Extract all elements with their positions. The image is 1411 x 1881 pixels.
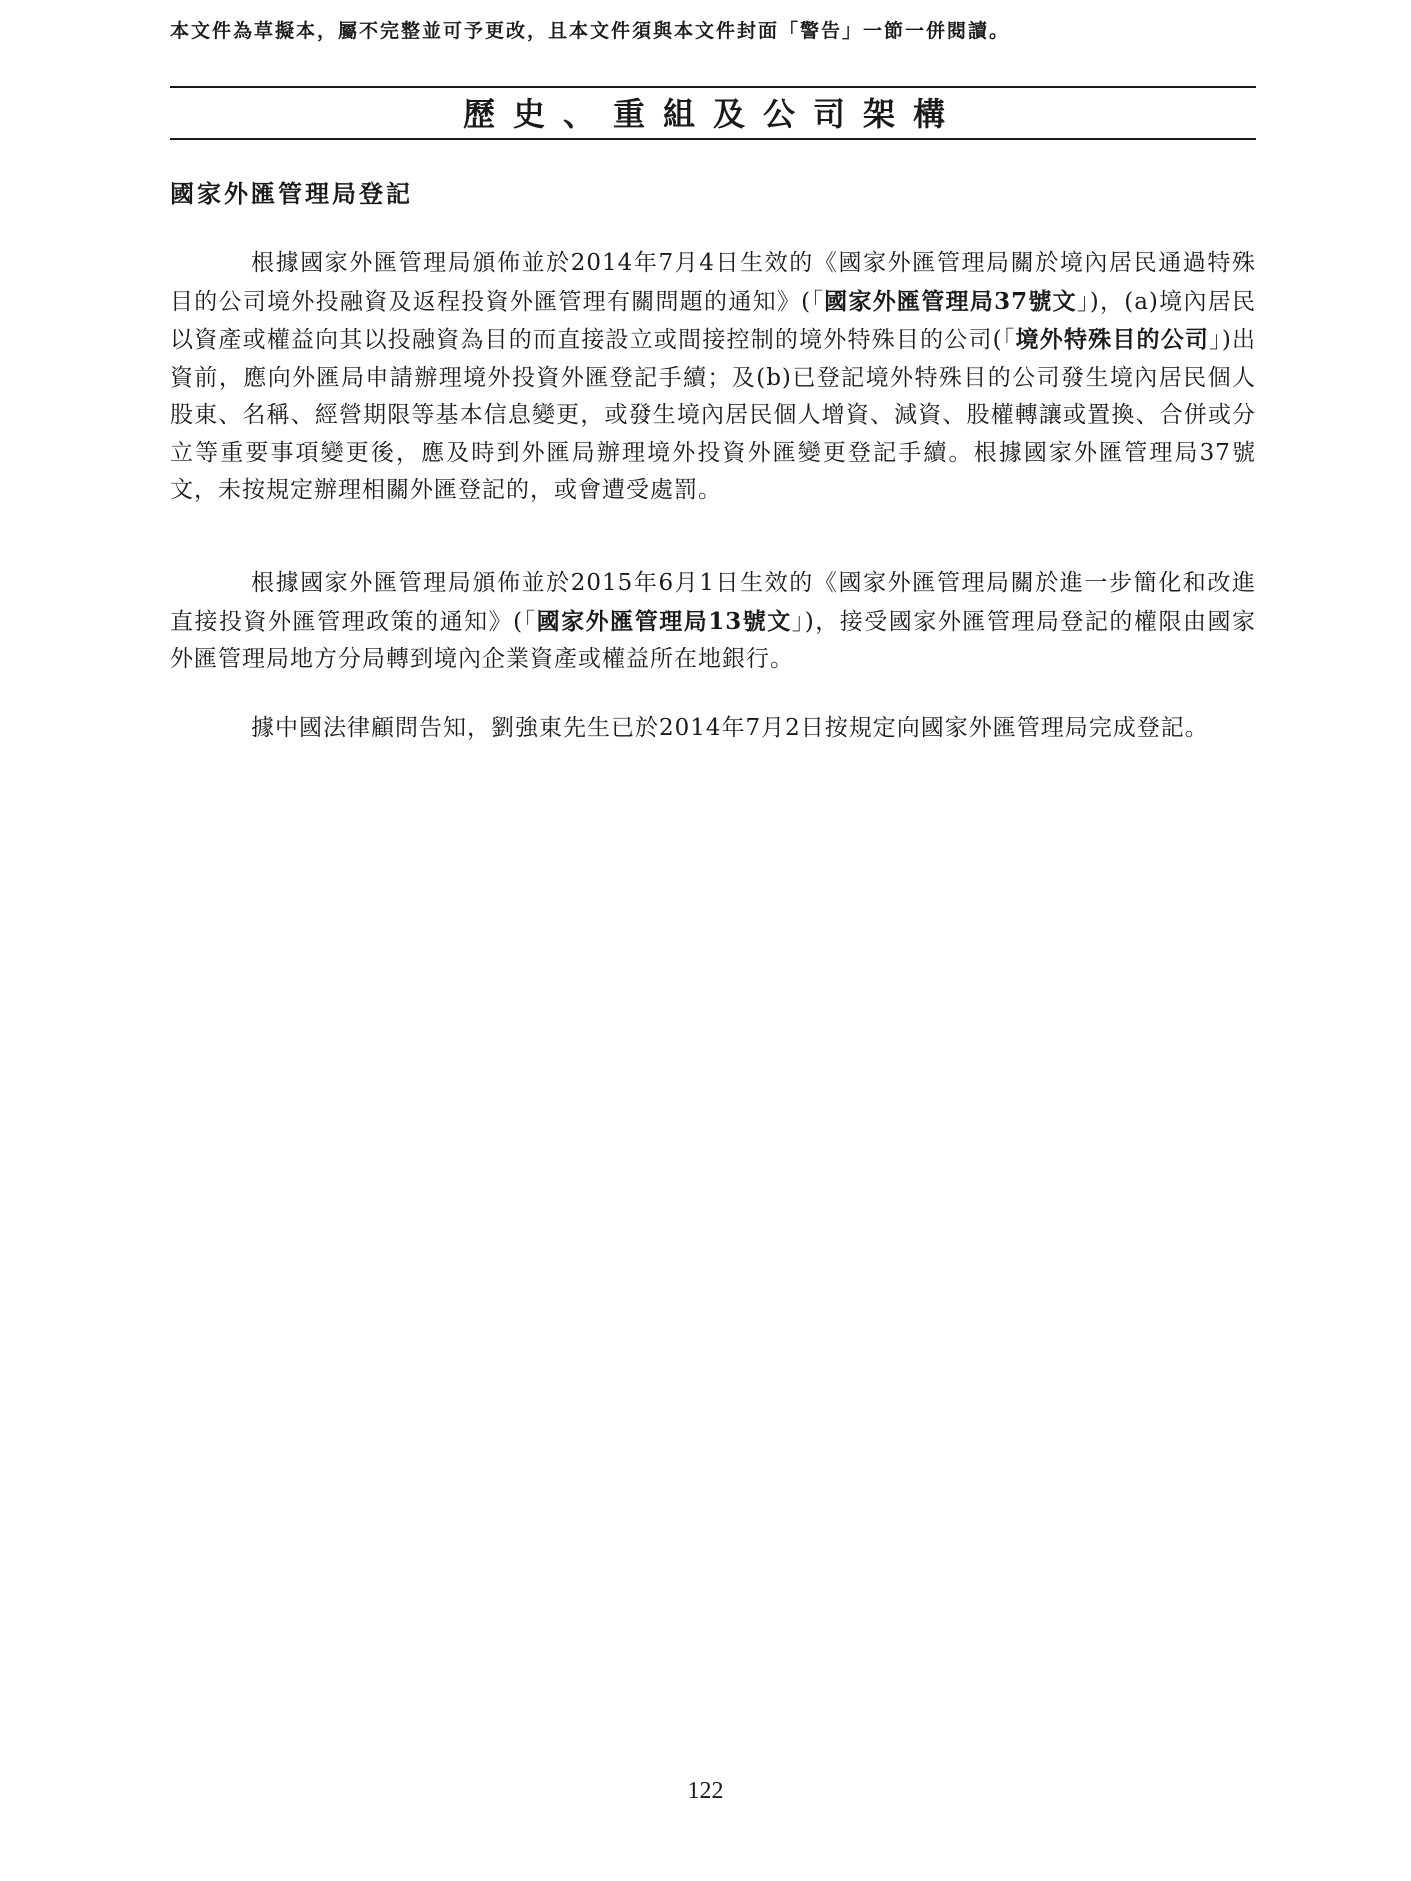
paragraph-text: 根據國家外匯管理局頒佈並於2015年6月1日生效的《國家外匯管理局關於進一步簡化和改進直接投資外匯管理政策的通知》(「: [170, 570, 1256, 635]
paragraph-registration-completed: [170, 710, 1256, 748]
subheading: 國家外匯管理局登記: [170, 179, 413, 208]
defined-term: 國家外匯管理局13號文: [536, 607, 792, 635]
paragraph-text: 據中國法律顧問告知，劉強東先生已於2014年7月2日按規定向國家外匯管理局完成登記。: [251, 715, 1209, 741]
paragraph-safe-circular-37: [170, 245, 1256, 510]
paragraph-safe-circular-13: [170, 565, 1256, 679]
paragraph-text: 」)，接受國家外匯管理局登記的權限由國家外匯管理局地方分局轉到境內企業資產或權益所在地銀行。: [170, 608, 1256, 672]
defined-term: 境外特殊目的公司: [1015, 326, 1210, 353]
title-rule-top: [170, 86, 1256, 88]
paragraph-text: 」)，(a)境內居民以資產或權益向其以投融資為目的而直接設立或間接控制的境外特殊目的公司(「: [170, 288, 1256, 353]
defined-term: 國家外匯管理局37號文: [824, 287, 1077, 315]
page-number: 122: [687, 1778, 724, 1804]
title-rule-bottom: [170, 138, 1256, 140]
draft-disclaimer: 本文件為草擬本，屬不完整並可予更改，且本文件須與本文件封面「警告」一節一併閱讀。: [170, 20, 1011, 42]
paragraph-text: 根據國家外匯管理局頒佈並於2014年7月4日生效的《國家外匯管理局關於境內居民通過特殊目的公司境外投融資及返程投資外匯管理有關問題的通知》(「: [170, 250, 1256, 315]
paragraph-text: 」)出資前，應向外匯局申請辦理境外投資外匯登記手續；及(b)已登記境外特殊目的公司發生境內居民個人股東、名稱、經營期限等基本信息變更，或發生境內居民個人增資、減資、股權轉讓或置換、合併或分立等重要事項變更後，應及時到外匯局辦理境外投資外匯變更登記手續。根據國家外匯管理局37號文，未按規定辦理相關外匯登記的，或會遭受處罰。: [170, 327, 1256, 503]
section-title: 歷史、重組及公司架構: [462, 95, 963, 133]
